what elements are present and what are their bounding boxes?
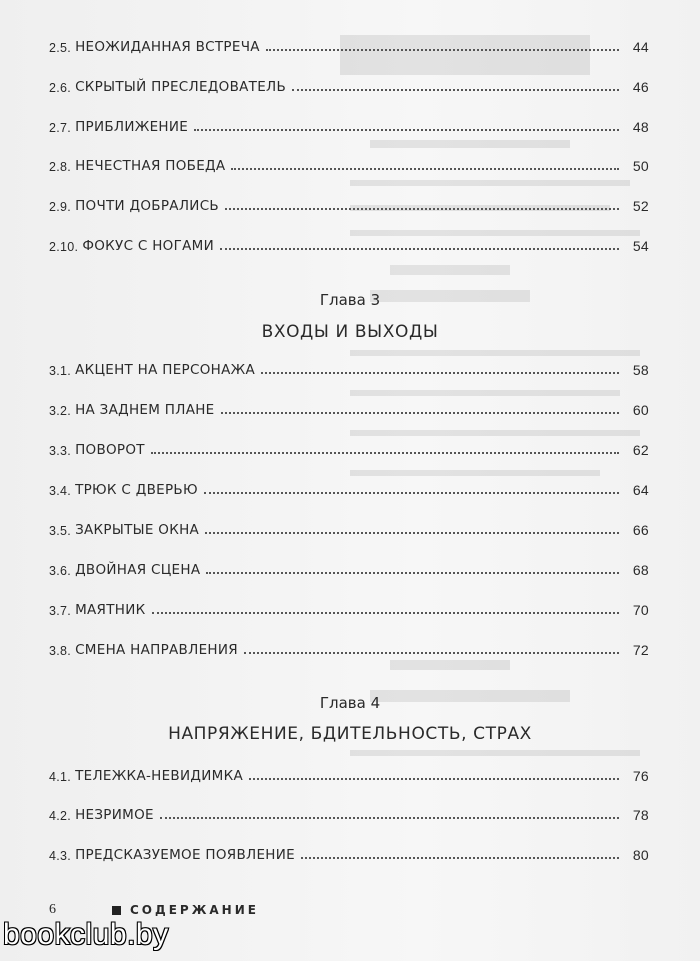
running-footer — [49, 902, 259, 918]
toc-entry[interactable] — [49, 554, 649, 578]
entry-number: 3.6. — [49, 564, 72, 578]
leader-dots — [292, 89, 619, 91]
entry-page: 64 — [632, 482, 649, 498]
leader-dots — [220, 248, 619, 250]
entry-number: 3.5. — [49, 524, 72, 538]
entry-page: 72 — [632, 642, 649, 658]
entry-title: ПОЧТИ ДОБРАЛИСЬ — [75, 198, 219, 214]
toc-entry[interactable] — [49, 434, 649, 458]
toc-entry[interactable] — [49, 354, 649, 378]
entry-number: 3.7. — [49, 604, 72, 618]
toc-entry[interactable] — [49, 514, 649, 538]
toc-entry[interactable] — [49, 71, 649, 95]
entry-page: 76 — [632, 768, 649, 784]
entry-page: 70 — [632, 602, 649, 618]
toc-entry[interactable] — [49, 474, 649, 498]
entry-title: ПРЕДСКАЗУЕМОЕ ПОЯВЛЕНИЕ — [75, 847, 295, 863]
toc-entry[interactable] — [49, 111, 649, 135]
entry-number: 3.4. — [49, 484, 72, 498]
footer-page-number: 6 — [49, 902, 56, 917]
entry-number: 3.2. — [49, 404, 72, 418]
entry-number: 2.9. — [49, 200, 72, 214]
entry-number: 2.10. — [49, 240, 79, 254]
entry-page: 46 — [632, 79, 649, 95]
leader-dots — [244, 652, 619, 654]
entry-title: НЕЧЕСТНАЯ ПОБЕДА — [75, 158, 226, 174]
leader-dots — [225, 208, 619, 210]
entry-page: 66 — [632, 522, 649, 538]
leader-dots — [249, 778, 619, 780]
entry-title: ПРИБЛИЖЕНИЕ — [75, 119, 189, 135]
toc-entry[interactable] — [49, 150, 649, 174]
entry-number: 2.6. — [49, 81, 72, 95]
entry-number: 3.8. — [49, 644, 72, 658]
entry-page: 62 — [632, 442, 649, 458]
entry-page: 60 — [632, 402, 649, 418]
entry-number: 2.5. — [49, 41, 72, 55]
toc-entry[interactable] — [49, 190, 649, 214]
leader-dots — [160, 817, 619, 819]
chapter-label: Глава 4 — [319, 694, 381, 712]
leader-dots — [204, 492, 619, 494]
entry-title: СКРЫТЫЙ ПРЕСЛЕДОВАТЕЛЬ — [75, 79, 287, 95]
leader-dots — [261, 372, 619, 374]
square-bullet-icon — [112, 906, 121, 915]
toc-entry[interactable] — [49, 594, 649, 618]
entry-title: ДВОЙНАЯ СЦЕНА — [75, 562, 201, 578]
entry-number: 4.3. — [49, 849, 72, 863]
leader-dots — [194, 129, 619, 131]
chapter-title: ВХОДЫ И ВЫХОДЫ — [261, 322, 439, 342]
footer-running-title: СОДЕРЖАНИЕ — [130, 903, 259, 917]
toc-entry[interactable] — [49, 230, 649, 254]
leader-dots — [266, 49, 619, 51]
site-watermark: bookclub.by — [3, 918, 169, 951]
entry-title: МАЯТНИК — [75, 602, 146, 618]
entry-title: НЕОЖИДАННАЯ ВСТРЕЧА — [75, 39, 260, 55]
entry-title: ТРЮК С ДВЕРЬЮ — [75, 482, 198, 498]
toc-entry[interactable] — [49, 839, 649, 863]
toc-entry[interactable] — [49, 394, 649, 418]
entry-page: 80 — [632, 847, 649, 863]
entry-page: 78 — [632, 807, 649, 823]
entry-number: 3.1. — [49, 364, 72, 378]
entry-title: АКЦЕНТ НА ПЕРСОНАЖА — [75, 362, 255, 378]
entry-title: ТЕЛЕЖКА-НЕВИДИМКА — [75, 768, 244, 784]
entry-page: 44 — [632, 39, 649, 55]
entry-title: ЗАКРЫТЫЕ ОКНА — [75, 522, 200, 538]
entry-page: 50 — [632, 158, 649, 174]
leader-dots — [231, 168, 619, 170]
entry-page: 52 — [632, 198, 649, 214]
entry-page: 58 — [632, 362, 649, 378]
leader-dots — [152, 612, 619, 614]
toc-entry[interactable] — [49, 634, 649, 658]
toc-entry[interactable] — [49, 799, 649, 823]
chapter-title: НАПРЯЖЕНИЕ, БДИТЕЛЬНОСТЬ, СТРАХ — [168, 724, 532, 744]
leader-dots — [221, 412, 619, 414]
entry-page: 68 — [632, 562, 649, 578]
toc-entry[interactable] — [49, 31, 649, 55]
entry-title: СМЕНА НАПРАВЛЕНИЯ — [75, 642, 238, 658]
leader-dots — [151, 452, 619, 454]
entry-number: 2.7. — [49, 121, 72, 135]
entry-number: 3.3. — [49, 444, 72, 458]
entry-page: 54 — [632, 238, 649, 254]
entry-title: ФОКУС С НОГАМИ — [82, 238, 214, 254]
toc-entry[interactable] — [49, 760, 649, 784]
leader-dots — [205, 532, 619, 534]
entry-title: ПОВОРОТ — [75, 442, 145, 458]
chapter-label: Глава 3 — [319, 291, 381, 309]
entry-number: 4.1. — [49, 770, 72, 784]
entry-title: НЕЗРИМОЕ — [75, 807, 154, 823]
leader-dots — [301, 857, 619, 859]
entry-title: НА ЗАДНЕМ ПЛАНЕ — [75, 402, 215, 418]
entry-number: 2.8. — [49, 160, 72, 174]
entry-page: 48 — [632, 119, 649, 135]
entry-number: 4.2. — [49, 809, 72, 823]
leader-dots — [206, 572, 619, 574]
